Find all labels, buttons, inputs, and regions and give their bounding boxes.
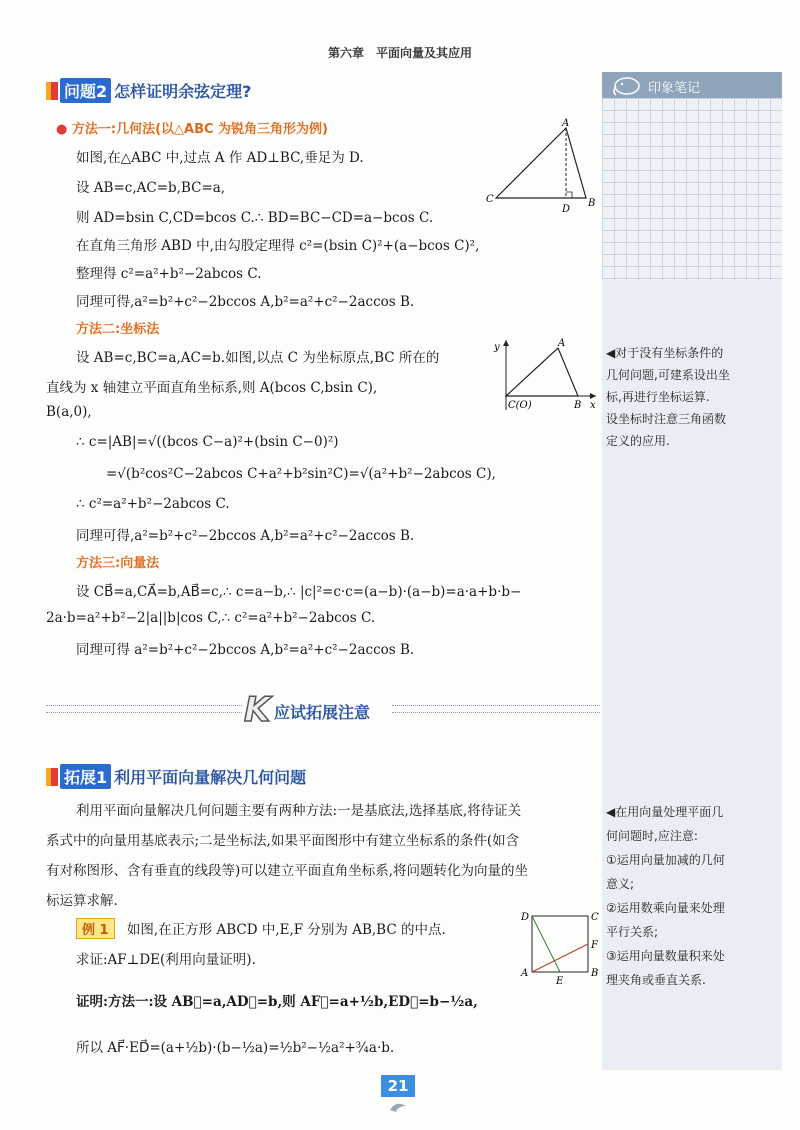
para-line: 有对称图形、含有垂直的线段等)可以建立平面直角坐标系,将问题转化为向量的坐 <box>46 863 529 879</box>
segment-de <box>532 916 560 972</box>
example1-statement <box>76 918 446 939</box>
label-sq-d: D <box>521 912 530 923</box>
para-line: 系式中的向量用基底表示;二是坐标法,如果平面图形中有建立坐标系的条件(如含 <box>46 833 520 849</box>
label-sq-e: E <box>556 976 564 987</box>
banner-rule-right <box>392 705 600 713</box>
note-line: 设坐标时注意三角函数 <box>606 412 727 426</box>
example-line-1: 如图,在正方形 ABCD 中,E,F 分别为 AB,BC 的中点. <box>126 922 446 938</box>
x-arrow-icon <box>590 393 596 399</box>
m2-line-5: =√(b²cos²C−2abcos C+a²+b²sin²C)=√(a²+b²−2abcos C), <box>106 466 496 482</box>
m2-line-3: B(a,0), <box>46 404 92 420</box>
problem2-badge: 问题2 <box>60 78 111 103</box>
bullet-icon: ● <box>56 122 68 137</box>
segment-af <box>532 944 588 972</box>
book-icon <box>46 768 58 786</box>
note-line: 理夹角或垂直关系. <box>606 973 706 987</box>
m1-line-5: 整理得 c²=a²+b²−2abcos C. <box>76 266 262 282</box>
extension1-heading <box>46 764 306 789</box>
label-sq-b: B <box>591 968 599 979</box>
note-line: 标,再进行坐标运算. <box>606 390 710 404</box>
label-y: y <box>494 342 500 353</box>
triangle-coord <box>506 348 578 396</box>
method1-title: 方法一:几何法(以△ABC 为锐角三角形为例) <box>71 122 328 137</box>
extension1-paragraph <box>46 796 598 916</box>
extension1-badge: 拓展1 <box>60 764 111 789</box>
example-line-2: 求证:AF⊥DE(利用向量证明). <box>76 952 256 968</box>
problem2-heading <box>46 78 251 103</box>
label-sq-c: C <box>591 912 599 923</box>
triangle-abc <box>496 128 586 198</box>
banner-k-letter: K <box>244 690 271 730</box>
example-badge: 例 1 <box>76 918 115 939</box>
para-line: 标运算求解. <box>46 893 118 909</box>
m1-line-6: 同理可得,a²=b²+c²−2bccos A,b²=a²+c²−2accos B. <box>76 294 415 310</box>
note-line: 何问题时,应注意: <box>606 829 698 843</box>
note-line: 意义; <box>606 877 635 891</box>
page-ornament-icon <box>388 1100 408 1114</box>
right-angle-mark <box>566 192 572 198</box>
m1-line-2: 设 AB=c,AC=b,BC=a, <box>76 180 226 196</box>
label-d: D <box>562 204 571 215</box>
banner-title: 应试拓展注意 <box>274 703 371 722</box>
m3-line-2: 2a·b=a²+b²−2|a||b|cos C,∴ c²=a²+b²−2abcos C. <box>46 610 376 626</box>
note-line: 平行关系; <box>606 925 659 939</box>
method3-title: 方法三:向量法 <box>76 556 160 571</box>
note-line: ◀在用向量处理平面几 <box>606 805 724 819</box>
chapter-header: 第六章 平面向量及其应用 <box>327 46 472 60</box>
book-icon <box>46 82 58 100</box>
note-line: ③运用向量数量积来处 <box>606 949 725 963</box>
note-line: ①运用向量加减的几何 <box>606 853 725 867</box>
coordinate-figure <box>486 336 600 418</box>
m2-line-4: ∴ c=|AB|=√((bcos C−a)²+(bsin C−0)²) <box>76 434 339 450</box>
page-number: 21 <box>381 1075 415 1097</box>
label-sq-f: F <box>591 940 598 951</box>
triangle-figure <box>482 118 600 218</box>
m3-line-3: 同理可得 a²=b²+c²−2bccos A,b²=a²+c²−2accos B. <box>76 642 415 658</box>
m2-line-7: 同理可得,a²=b²+c²−2bccos A,b²=a²+c²−2accos B. <box>76 528 415 544</box>
problem2-title: 怎样证明余弦定理? <box>114 82 252 101</box>
label-a2: A <box>558 338 566 349</box>
note-line: ②运用数乘向量来处理 <box>606 901 725 915</box>
para-line: 利用平面向量解决几何问题主要有两种方法:一是基底法,选择基底,将待证关 <box>76 803 522 819</box>
note-line: 几何问题,可建系设出坐 <box>606 368 730 382</box>
proof-line-2: 所以 AF⃗·ED⃗=(a+½b)·(b−½a)=½b²−½a²+¾a·b. <box>76 1040 395 1056</box>
label-b2: B <box>574 400 582 411</box>
m2-line-6: ∴ c²=a²+b²−2abcos C. <box>76 496 230 512</box>
m1-line-3: 则 AD=bsin C,CD=bcos C.∴ BD=BC−CD=a−bcos C. <box>76 210 434 226</box>
m2-line-1: 设 AB=c,BC=a,AC=b.如图,以点 C 为坐标原点,BC 所在的 <box>76 350 440 366</box>
notes-grid <box>602 98 782 280</box>
notes-sidebar-header <box>602 72 782 98</box>
m1-line-1: 如图,在△ABC 中,过点 A 作 AD⊥BC,垂足为 D. <box>76 150 364 166</box>
label-sq-a: A <box>521 968 529 979</box>
banner-rule-left <box>46 705 242 713</box>
label-b: B <box>588 198 596 209</box>
label-a: A <box>562 118 570 129</box>
label-x: x <box>590 400 596 411</box>
square-abcd <box>532 916 588 972</box>
extension1-title: 利用平面向量解决几何问题 <box>114 768 307 787</box>
method2-title: 方法二:坐标法 <box>76 322 160 337</box>
m2-line-2: 直线为 x 轴建立平面直角坐标系,则 A(bcos C,bsin C), <box>46 380 378 396</box>
m1-line-4: 在直角三角形 ABD 中,由勾股定理得 c²=(bsin C)²+(a−bcos C)², <box>76 238 480 254</box>
y-arrow-icon <box>503 340 509 346</box>
note-line: ◀对于没有坐标条件的 <box>606 346 724 360</box>
notes-title: 印象笔记 <box>648 81 701 96</box>
label-c: C <box>486 194 494 205</box>
m3-line-1: 设 CB⃗=a,CA⃗=b,AB⃗=c,∴ c=a−b,∴ |c|²=c·c=(a−b)·(a−b)=a·a+b·b− <box>76 584 522 600</box>
label-origin: C(O) <box>508 400 532 411</box>
elephant-icon <box>610 74 644 96</box>
note-line: 定义的应用. <box>606 434 670 448</box>
square-figure <box>516 908 602 988</box>
note-coordinate <box>606 342 782 452</box>
proof-line-1: 证明:方法一:设 AB⃗=a,AD⃗=b,则 AF⃗=a+½b,ED⃗=b−½a, <box>76 994 478 1010</box>
note-vector-geometry <box>606 800 782 992</box>
method1-heading <box>56 118 328 137</box>
